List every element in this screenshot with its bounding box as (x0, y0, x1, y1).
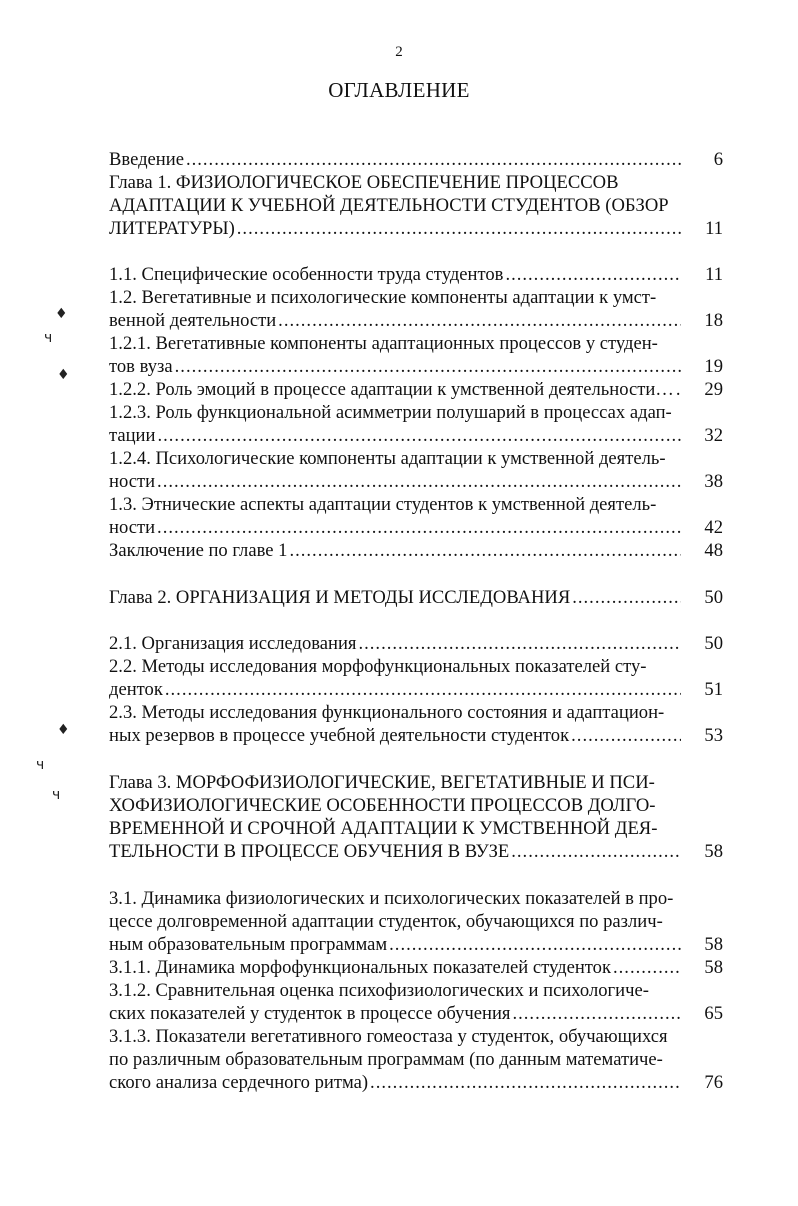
toc-page-number: 50 (704, 587, 723, 608)
toc-entry-text: ВРЕМЕННОЙ И СРОЧНОЙ АДАПТАЦИИ К УМСТВЕННОЙ ДЕЯ- (109, 818, 658, 839)
toc-entry-2-2[interactable] (109, 655, 723, 678)
toc-leader (676, 378, 681, 401)
toc-page-number: 76 (704, 1072, 723, 1093)
toc-leader (613, 956, 681, 979)
toc-entry-chapter-1-cont (109, 194, 723, 217)
toc-entry-3-1-2-last[interactable] (109, 1002, 723, 1025)
toc-entry-1-3-last[interactable] (109, 516, 723, 539)
toc-entry-text: ности (109, 471, 156, 492)
toc-entry-text: 1.2.3. Роль функциональной асимметрии полушарий в процессах адап- (109, 402, 672, 423)
toc-page-number: 50 (704, 633, 723, 654)
toc-leader (370, 1071, 681, 1094)
toc-entry-text: денток (109, 679, 163, 700)
toc-entry-text: 2.2. Методы исследования морфофункциональных показателей сту- (109, 656, 647, 677)
toc-entry-1-2-1-last[interactable] (109, 355, 723, 378)
toc-entry-text: Глава 3. МОРФОФИЗИОЛОГИЧЕСКИЕ, ВЕГЕТАТИВНЫЕ И ПСИ- (109, 772, 655, 793)
toc-entry-text: ных резервов в процессе учебной деятельности студенток (109, 725, 570, 746)
toc-entry-text: ТЕЛЬНОСТИ В ПРОЦЕССЕ ОБУЧЕНИЯ В ВУЗЕ (109, 841, 510, 862)
toc-leader (571, 724, 681, 747)
margin-mark: ♦ (57, 722, 70, 738)
toc-page-number: 29 (704, 379, 723, 400)
toc-entry-text: 1.2.2. Роль эмоций в процессе адаптации к умственной деятельности… (109, 379, 674, 400)
margin-mark: ♦ (55, 306, 68, 322)
toc-entry-text: Глава 1. ФИЗИОЛОГИЧЕСКОЕ ОБЕСПЕЧЕНИЕ ПРОЦЕССОВ (109, 172, 619, 193)
toc-page-number: 11 (705, 264, 723, 285)
toc-entry-conclusion-1[interactable] (109, 539, 723, 562)
toc-entry-chapter-3[interactable] (109, 771, 723, 794)
toc-entry-text: ХОФИЗИОЛОГИЧЕСКИЕ ОСОБЕННОСТИ ПРОЦЕССОВ ДОЛГО- (109, 795, 656, 816)
toc-entry-text: 3.1.1. Динамика морфофункциональных показателей студенток (109, 957, 611, 978)
toc-entry-1-2-3[interactable] (109, 401, 723, 424)
margin-mark: ч (36, 757, 45, 773)
margin-mark: ч (44, 330, 53, 346)
toc-entry-1-2-3-last[interactable] (109, 424, 723, 447)
toc-leader (157, 516, 681, 539)
toc-entry-2-1[interactable] (109, 632, 723, 655)
spacer (109, 240, 723, 263)
toc-entry-text: 2.3. Методы исследования функционального состояния и адаптацион- (109, 702, 665, 723)
toc-entry-1-2-4[interactable] (109, 447, 723, 470)
toc-entry-text: 3.1.3. Показатели вегетативного гомеостаза у студенток, обучающихся (109, 1026, 668, 1047)
margin-mark: ч (52, 787, 61, 803)
toc-entry-chapter-3-cont (109, 794, 723, 817)
toc-entry-1-1[interactable] (109, 263, 723, 286)
spacer (109, 863, 723, 887)
toc-entry-3-1-3-last[interactable] (109, 1071, 723, 1094)
toc-entry-1-2-last[interactable] (109, 309, 723, 332)
toc-entry-text: Глава 2. ОРГАНИЗАЦИЯ И МЕТОДЫ ИССЛЕДОВАНИЯ (109, 587, 571, 608)
toc-entry-chapter-3-last[interactable] (109, 840, 723, 863)
toc-entry-text: 1.2.4. Психологические компоненты адаптации к умственной деятель- (109, 448, 666, 469)
toc-leader (572, 586, 681, 609)
toc-page-number: 53 (704, 725, 723, 746)
toc-leader (512, 1002, 681, 1025)
margin-mark: ♦ (57, 367, 70, 383)
toc-entry-text: ным образовательным программам (109, 934, 388, 955)
toc-entry-text: тов вуза (109, 356, 173, 377)
spacer (109, 609, 723, 632)
toc-page-number: 51 (704, 679, 723, 700)
toc-page-number: 18 (704, 310, 723, 331)
toc-page-number: 48 (704, 540, 723, 561)
toc-entry-text: 1.1. Специфические особенности труда студентов (109, 264, 504, 285)
toc-page-number: 6 (713, 149, 723, 170)
toc-entry-3-1[interactable] (109, 887, 723, 910)
toc-leader (505, 263, 681, 286)
toc-entry-3-1-1[interactable] (109, 956, 723, 979)
toc-entry-1-3[interactable] (109, 493, 723, 516)
toc-entry-text: Заключение по главе 1 (109, 540, 288, 561)
toc-entry-text: цессе долговременной адаптации студенток, обучающихся по различ- (109, 911, 663, 932)
toc-page-number: 32 (704, 425, 723, 446)
toc-entry-text: тации (109, 425, 156, 446)
toc-entry-text: 2.1. Организация исследования (109, 633, 357, 654)
toc-entry-chapter-1[interactable] (109, 171, 723, 194)
toc-entry-chapter-2[interactable] (109, 586, 723, 609)
toc-entry-chapter-1-last[interactable] (109, 217, 723, 240)
toc-entry-3-1-3-cont (109, 1048, 723, 1071)
toc-entry-text: ЛИТЕРАТУРЫ) (109, 218, 235, 239)
spacer (109, 747, 723, 771)
toc-leader (278, 309, 681, 332)
toc-page-number: 38 (704, 471, 723, 492)
toc-leader (358, 632, 681, 655)
toc-entry-2-2-last[interactable] (109, 678, 723, 701)
toc-entry-chapter-3-cont (109, 817, 723, 840)
toc-leader (175, 355, 681, 378)
toc-leader (186, 148, 681, 171)
toc-page-number: 42 (704, 517, 723, 538)
toc-entry-intro[interactable] (109, 148, 723, 171)
toc-page-number: 58 (704, 957, 723, 978)
toc-entry-text: по различным образовательным программам (по данным математиче- (109, 1049, 663, 1070)
toc-leader (237, 217, 681, 240)
toc-leader (165, 678, 681, 701)
toc-entry-text: АДАПТАЦИИ К УЧЕБНОЙ ДЕЯТЕЛЬНОСТИ СТУДЕНТОВ (ОБЗОР (109, 195, 669, 216)
toc-entry-3-1-2[interactable] (109, 979, 723, 1002)
toc-entry-text: ского анализа сердечного ритма) (109, 1072, 369, 1093)
toc-entry-3-1-last[interactable] (109, 933, 723, 956)
toc-entry-2-3-last[interactable] (109, 724, 723, 747)
toc-entry-text: ских показателей у студенток в процессе обучения (109, 1003, 511, 1024)
toc-entry-2-3[interactable] (109, 701, 723, 724)
toc-entry-text: 1.2.1. Вегетативные компоненты адаптационных процессов у студен- (109, 333, 658, 354)
toc-page-number: 58 (704, 841, 723, 862)
toc-entry-text: ности (109, 517, 156, 538)
toc-entry-3-1-3[interactable] (109, 1025, 723, 1048)
toc-leader (289, 539, 681, 562)
toc-entry-text: 3.1. Динамика физиологических и психологических показателей в про- (109, 888, 674, 909)
toc-entry-text: Введение (109, 149, 184, 170)
toc-entry-text: 1.2. Вегетативные и психологические компоненты адаптации к умст- (109, 287, 657, 308)
page-number: 2 (395, 44, 403, 60)
toc-page-number: 19 (704, 356, 723, 377)
toc-page-number: 11 (705, 218, 723, 239)
toc-entry-1-2-2[interactable] (109, 378, 723, 401)
page-title: ОГЛАВЛЕНИЕ (328, 78, 470, 102)
toc-entry-1-2-4-last[interactable] (109, 470, 723, 493)
spacer (109, 562, 723, 586)
toc-entry-1-2-1[interactable] (109, 332, 723, 355)
toc-entry-text: 1.3. Этнические аспекты адаптации студентов к умственной деятель- (109, 494, 657, 515)
toc-leader (157, 470, 681, 493)
toc-leader (389, 933, 681, 956)
toc-entry-text: венной деятельности (109, 310, 277, 331)
toc-entry-text: 3.1.2. Сравнительная оценка психофизиологических и психологиче- (109, 980, 649, 1001)
toc-page-number: 65 (704, 1003, 723, 1024)
table-of-contents (109, 148, 723, 1094)
toc-page-number: 58 (704, 934, 723, 955)
toc-leader (511, 840, 681, 863)
toc-entry-3-1-cont (109, 910, 723, 933)
toc-entry-1-2[interactable] (109, 286, 723, 309)
toc-leader (157, 424, 681, 447)
